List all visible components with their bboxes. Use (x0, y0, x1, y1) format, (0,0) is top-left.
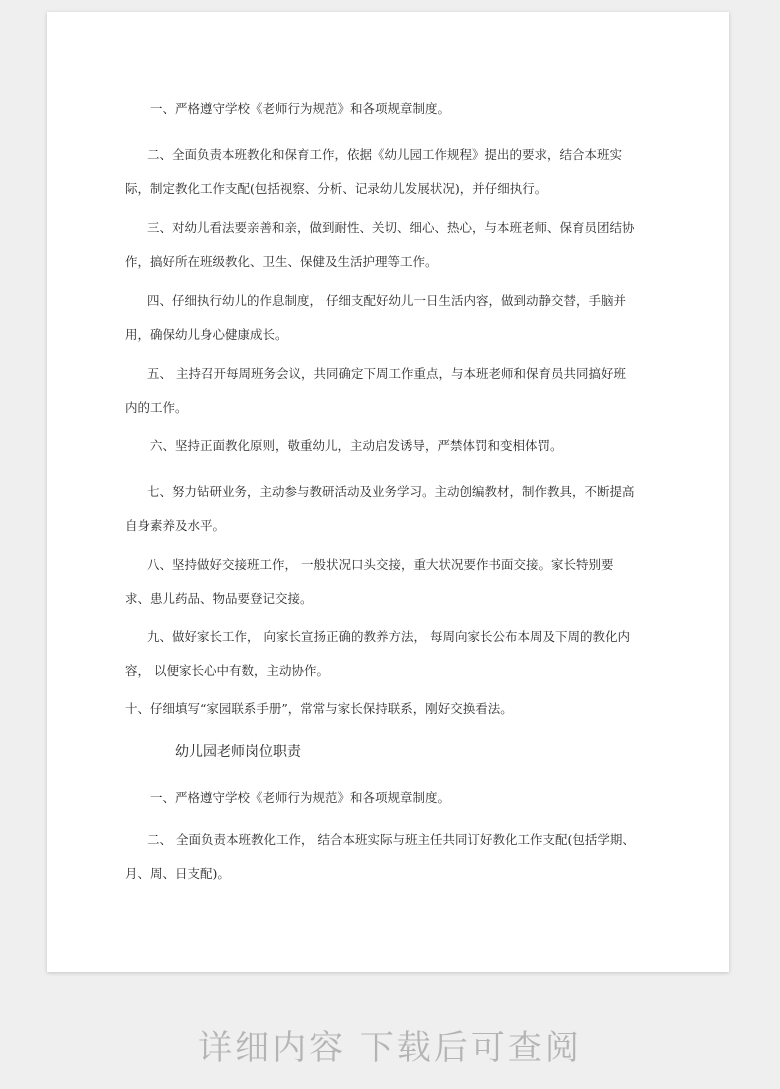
paragraph-2: 二、全面负责本班教化和保育工作，依据《幼儿园工作规程》提出的要求，结合本班实际，制定教化工作支配(包括视察、分析、记录幼儿发展状况)，并仔细执行。 (125, 147, 623, 196)
section-paragraph-2: 二、 全面负责本班教化工作， 结合本班实际与班主任共同订好教化工作支配(包括学期、月、周、日支配)。 (125, 832, 635, 881)
paragraph-8: 八、坚持做好交接班工作， 一般状况口头交接，重大状况要作书面交接。家长特别要求、患儿药品、物品要登记交接。 (125, 557, 614, 606)
paragraph-5: 五、 主持召开每周班务会议，共同确定下周工作重点，与本班老师和保育员共同搞好班内的工作。 (125, 366, 626, 415)
paragraph-3: 三、对幼儿看法要亲善和亲，做到耐性、关切、细心、热心，与本班老师、保育员团结协作，搞好所在班级教化、卫生、保健及生活护理等工作。 (125, 220, 635, 269)
paragraph-6: 六、坚持正面教化原则，敬重幼儿，主动启发诱导，严禁体罚和变相体罚。 (150, 438, 563, 453)
paragraph-1: 一、严格遵守学校《老师行为规范》和各项规章制度。 (150, 101, 451, 116)
paragraph-9: 九、做好家长工作， 向家长宣扬正确的教养方法， 每周向家长公布本周及下周的教化内容， 以便家长心中有数，主动协作。 (125, 629, 630, 678)
section-heading: 幼儿园老师岗位职责 (175, 744, 301, 760)
paragraph-10: 十、仔细填写“家园联系手册”，常常与家长保持联系，刚好交换看法。 (125, 701, 513, 716)
section-paragraph-1: 一、严格遵守学校《老师行为规范》和各项规章制度。 (150, 790, 451, 805)
paragraph-4: 四、仔细执行幼儿的作息制度， 仔细支配好幼儿一日生活内容，做到动静交替，手脑并用，确保幼儿身心健康成长。 (125, 293, 626, 342)
download-hint-footer: 详细内容 下载后可查阅 (198, 1028, 582, 1068)
paragraph-7: 七、努力钻研业务，主动参与教研活动及业务学习。主动创编教材，制作教具，不断提高自身素养及水平。 (125, 484, 635, 533)
